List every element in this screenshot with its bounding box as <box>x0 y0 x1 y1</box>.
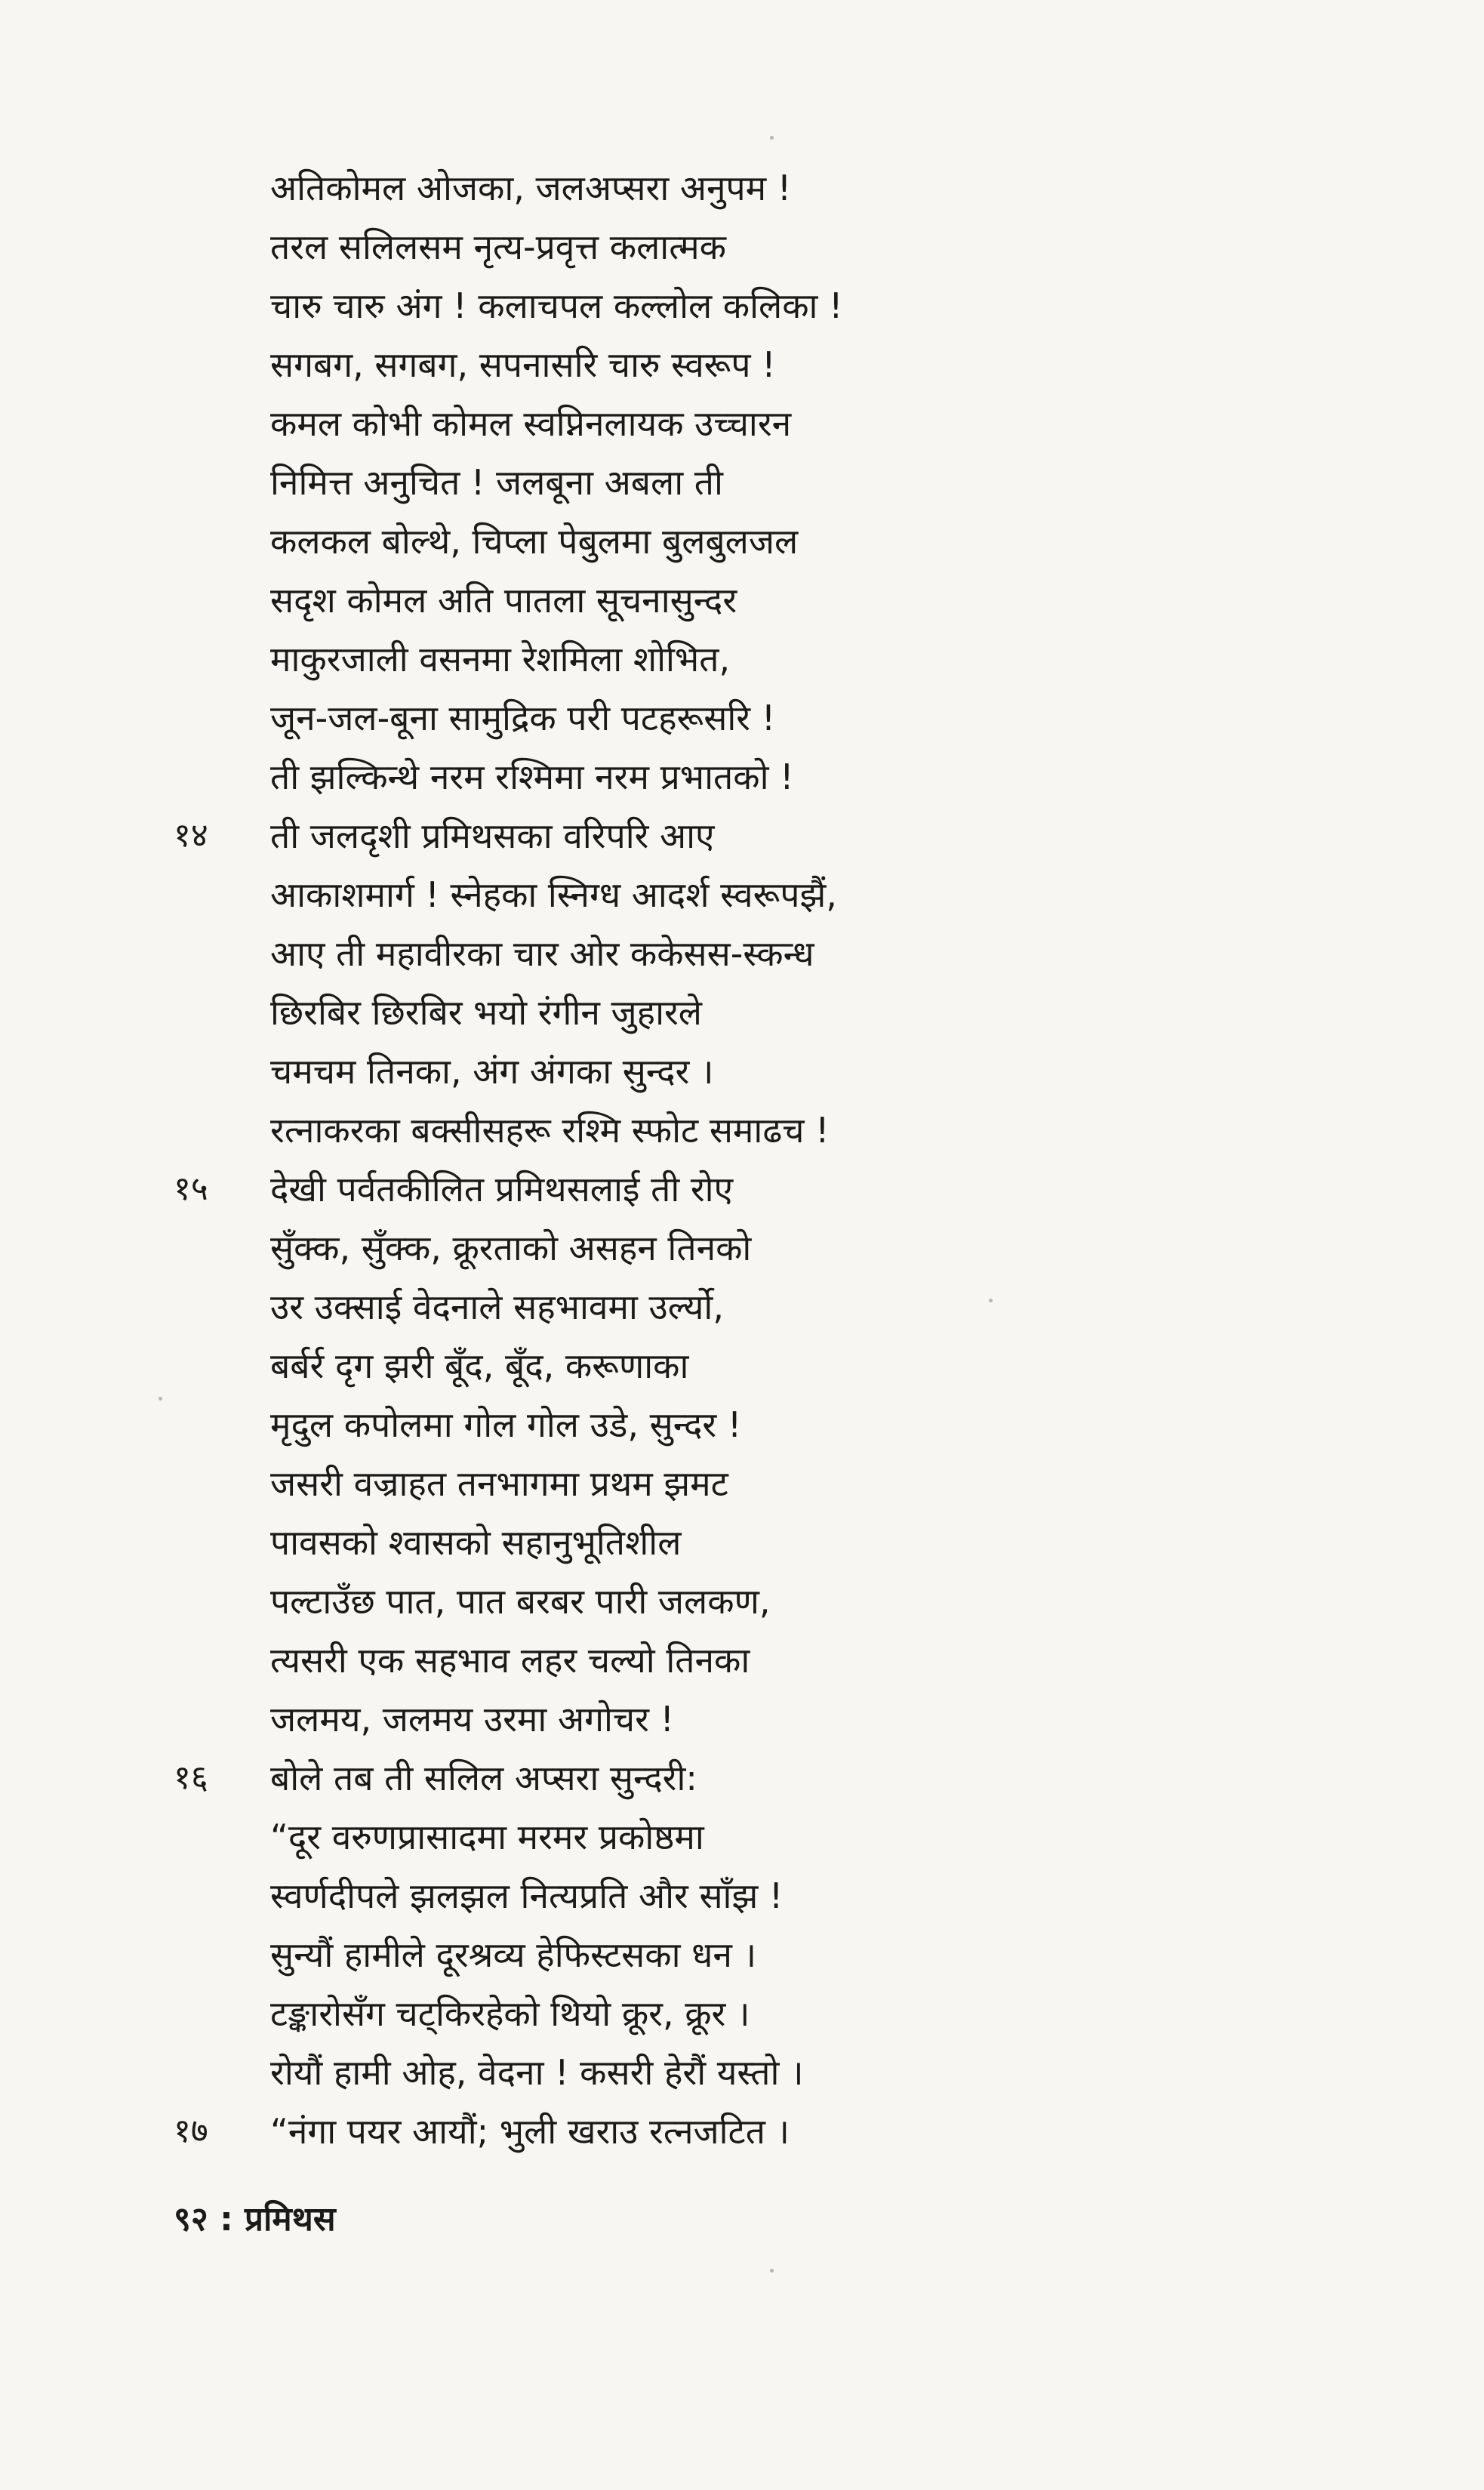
poem-line <box>174 1160 1306 1219</box>
poem-line-text: छिरबिर छिरबिर भयो रंगीन जुहारले <box>270 992 702 1033</box>
poem-line-text: पल्टाउँछ पात, पात बरबर पारी जलकण, <box>270 1581 771 1622</box>
stanza-number: १७ <box>174 2112 208 2150</box>
poem-line <box>174 1631 1306 1690</box>
poem-line <box>174 1690 1306 1749</box>
poem-line <box>174 1925 1306 1984</box>
poem-line <box>174 2102 1306 2161</box>
poem-line <box>174 1454 1306 1513</box>
poem-line-text: आए ती महावीरका चार ओर ककेसस-स्कन्ध <box>270 933 814 974</box>
paper-speck <box>770 2269 774 2273</box>
poem-line-text: रत्नाकरका बक्सीसहरू रश्मि स्फोट समाढच ! <box>270 1110 830 1151</box>
poem-line-text: जसरी वज्राहत तनभागमा प्रथम झमट <box>270 1463 728 1504</box>
poem-line-text: टङ्कारोसँग चट्किरहेको थियो क्रूर, क्रूर । <box>270 1993 750 2034</box>
poem-line-text: कलकल बोल्थे, चिप्ला पेबुलमा बुलबुलजल <box>270 521 799 562</box>
poem-line <box>174 217 1306 276</box>
poem-line <box>174 924 1306 983</box>
poem-line-text: मृदुल कपोलमा गोल गोल उडे, सुन्दर ! <box>270 1404 742 1445</box>
poem-line <box>174 453 1306 512</box>
poem-line <box>174 1395 1306 1454</box>
poem-line <box>174 1749 1306 1807</box>
poem-line-text: बर्बर्र दृग झरी बूँद, बूँद, करूणाका <box>270 1345 689 1386</box>
poem-line-text: सुँक्क, सुँक्क, क्रूरताको असहन तिनको <box>270 1228 752 1268</box>
poem-line-text: “नंगा पयर आयौं; भुली खराउ रत्नजटित । <box>270 2111 790 2152</box>
stanza-number: १४ <box>174 816 208 855</box>
poem-line-text: त्यसरी एक सहभाव लहर चल्यो तिनका <box>270 1640 750 1681</box>
poem-line-text: पावसको श्वासको सहानुभूतिशील <box>270 1522 682 1563</box>
poem-line-text: ती झल्किन्थे नरम रश्मिमा नरम प्रभातको ! <box>270 757 794 797</box>
poem-line <box>174 335 1306 394</box>
stanza-number: १५ <box>174 1169 208 1208</box>
poem-line-text: ती जलदृशी प्रमिथसका वरिपरि आए <box>270 815 715 856</box>
poem-line <box>174 394 1306 453</box>
poem-line-text: सगबग, सगबग, सपनासरि चारु स्वरूप ! <box>270 344 776 385</box>
poem-line-text: बोले तब ती सलिल अप्सरा सुन्दरी: <box>270 1758 697 1798</box>
poem-line <box>174 1984 1306 2043</box>
poem-line <box>174 806 1306 865</box>
poem-line-text: कमल कोभी कोमल स्वप्निनलायक उच्चारन <box>270 403 792 444</box>
poem-line <box>174 689 1306 747</box>
poem-line <box>174 983 1306 1042</box>
poem-line <box>174 1336 1306 1395</box>
poem-line-text: उर उक्साई वेदनाले सहभावमा उर्ल्यो, <box>270 1287 724 1327</box>
page-footer: ९२ : प्रमिथस <box>174 2200 336 2239</box>
poem-line-text: सुन्यौं हामीले दूरश्रव्य हेफिस्टसका धन । <box>270 1934 757 1975</box>
poem-line-text: अतिकोमल ओजका, जलअप्सरा अनुपम ! <box>270 168 792 208</box>
poem-line-text: निमित्त अनुचित ! जलबूना अबला ती <box>270 462 723 503</box>
stanza-number: १६ <box>174 1758 208 1797</box>
poem-line-text: देखी पर्वतकीलित प्रमिथसलाई ती रोए <box>270 1169 734 1210</box>
poem-line-text: चारु चारु अंग ! कलाचपल कल्लोल कलिका ! <box>270 285 843 326</box>
poem-line <box>174 1277 1306 1336</box>
poem-line <box>174 630 1306 689</box>
poem-line-text: आकाशमार्ग ! स्नेहका स्निग्ध आदर्श स्वरूपझैं, <box>270 874 837 915</box>
poem-line <box>174 571 1306 630</box>
poem-line <box>174 1572 1306 1631</box>
poem-line <box>174 159 1306 217</box>
poem-line <box>174 1042 1306 1101</box>
poem-line <box>174 1513 1306 1572</box>
poem-line <box>174 1219 1306 1277</box>
poem-line <box>174 512 1306 571</box>
paper-speck <box>770 136 774 140</box>
poem-line <box>174 1866 1306 1925</box>
poem-line <box>174 276 1306 335</box>
poem-line-text: “दूर वरुणप्रासादमा मरमर प्रकोष्ठमा <box>270 1817 704 1857</box>
poem-line-text: चमचम तिनका, अंग अंगका सुन्दर । <box>270 1051 714 1092</box>
paper-speck <box>159 1397 162 1401</box>
poem-line-text: सदृश कोमल अति पातला सूचनासुन्दर <box>270 580 737 621</box>
poem-line-text: स्वर्णदीपले झलझल नित्यप्रति और साँझ ! <box>270 1875 784 1916</box>
poem-line <box>174 865 1306 924</box>
poem-line <box>174 747 1306 806</box>
poem-line <box>174 1807 1306 1866</box>
poem-line-text: रोयौं हामी ओह, वेदना ! कसरी हेरौं यस्तो । <box>270 2052 804 2093</box>
poem-line <box>174 2043 1306 2102</box>
poem-line-text: तरल सलिलसम नृत्य-प्रवृत्त कलात्मक <box>270 227 726 267</box>
poem-line <box>174 1101 1306 1160</box>
poem-text <box>174 159 1306 2161</box>
poem-line-text: जलमय, जलमय उरमा अगोचर ! <box>270 1699 674 1740</box>
poem-line-text: माकुरजाली वसनमा रेशमिला शोभित, <box>270 639 731 680</box>
poem-line-text: जून-जल-बूना सामुद्रिक परी पटहरूसरि ! <box>270 698 776 738</box>
